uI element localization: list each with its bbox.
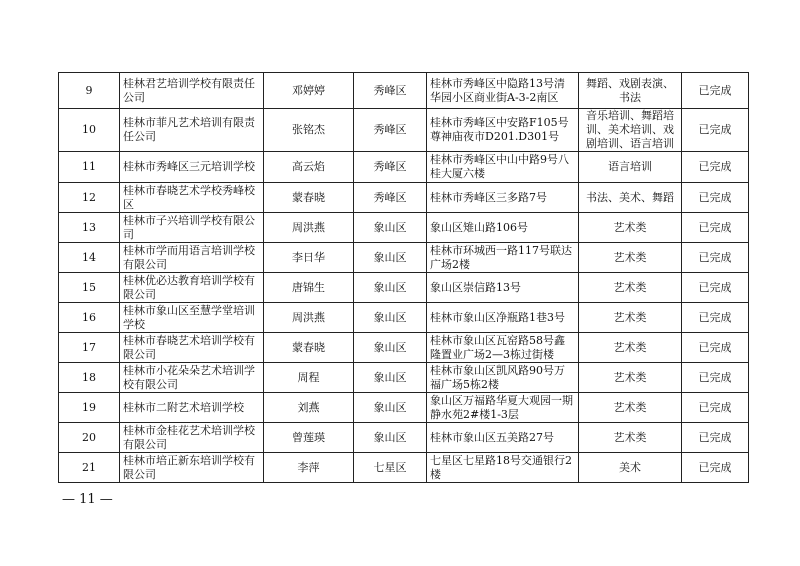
contact-person-cell: 唐锦生 bbox=[264, 273, 354, 303]
school-name-cell: 桂林市菲凡艺术培训有限责任公司 bbox=[120, 109, 264, 152]
address-cell: 象山区万福路华夏大观园一期静水苑2#楼1-3层 bbox=[427, 393, 579, 423]
status-cell: 已完成 bbox=[682, 393, 749, 423]
status-cell: 已完成 bbox=[682, 73, 749, 109]
address-cell: 桂林市象山区瓦窑路58号鑫隆置业广场2—3栋过街楼 bbox=[427, 333, 579, 363]
status-cell: 已完成 bbox=[682, 333, 749, 363]
row-number-cell: 11 bbox=[59, 152, 120, 183]
district-cell: 秀峰区 bbox=[354, 109, 427, 152]
school-name-cell: 桂林优必达教育培训学校有限公司 bbox=[120, 273, 264, 303]
table-row bbox=[59, 303, 749, 333]
status-cell: 已完成 bbox=[682, 363, 749, 393]
table-row bbox=[59, 213, 749, 243]
contact-person-cell: 高云焰 bbox=[264, 152, 354, 183]
address-cell: 桂林市秀峰区中安路F105号尊神庙夜市D201.D301号 bbox=[427, 109, 579, 152]
school-name-cell: 桂林市春晓艺术学校秀峰校区 bbox=[120, 183, 264, 213]
training-scope-cell: 艺术类 bbox=[579, 363, 682, 393]
table-row bbox=[59, 109, 749, 152]
contact-person-cell: 周洪燕 bbox=[264, 303, 354, 333]
table-row bbox=[59, 273, 749, 303]
school-name-cell: 桂林市培正新东培训学校有限公司 bbox=[120, 453, 264, 483]
contact-person-cell: 曾莲瑛 bbox=[264, 423, 354, 453]
row-number-cell: 21 bbox=[59, 453, 120, 483]
school-name-cell: 桂林市子兴培训学校有限公司 bbox=[120, 213, 264, 243]
training-scope-cell: 美术 bbox=[579, 453, 682, 483]
district-cell: 象山区 bbox=[354, 333, 427, 363]
school-name-cell: 桂林市春晓艺术培训学校有限公司 bbox=[120, 333, 264, 363]
district-cell: 秀峰区 bbox=[354, 183, 427, 213]
address-cell: 桂林市象山区五美路27号 bbox=[427, 423, 579, 453]
row-number-cell: 9 bbox=[59, 73, 120, 109]
row-number-cell: 15 bbox=[59, 273, 120, 303]
district-cell: 象山区 bbox=[354, 213, 427, 243]
school-name-cell: 桂林市二附艺术培训学校 bbox=[120, 393, 264, 423]
table-row bbox=[59, 363, 749, 393]
training-scope-cell: 书法、美术、舞蹈 bbox=[579, 183, 682, 213]
school-name-cell: 桂林市金桂花艺术培训学校有限公司 bbox=[120, 423, 264, 453]
training-scope-cell: 艺术类 bbox=[579, 273, 682, 303]
row-number-cell: 12 bbox=[59, 183, 120, 213]
table-row bbox=[59, 333, 749, 363]
row-number-cell: 20 bbox=[59, 423, 120, 453]
contact-person-cell: 周程 bbox=[264, 363, 354, 393]
page-number: — 11 — bbox=[62, 492, 113, 507]
address-cell: 象山区雉山路106号 bbox=[427, 213, 579, 243]
training-scope-cell: 艺术类 bbox=[579, 213, 682, 243]
district-cell: 象山区 bbox=[354, 423, 427, 453]
district-cell: 象山区 bbox=[354, 243, 427, 273]
table-row bbox=[59, 453, 749, 483]
status-cell: 已完成 bbox=[682, 213, 749, 243]
status-cell: 已完成 bbox=[682, 183, 749, 213]
training-scope-cell: 语言培训 bbox=[579, 152, 682, 183]
contact-person-cell: 周洪燕 bbox=[264, 213, 354, 243]
contact-person-cell: 蒙春晓 bbox=[264, 333, 354, 363]
table-row bbox=[59, 243, 749, 273]
row-number-cell: 17 bbox=[59, 333, 120, 363]
status-cell: 已完成 bbox=[682, 423, 749, 453]
address-cell: 桂林市秀峰区中山中路9号八桂大厦六楼 bbox=[427, 152, 579, 183]
contact-person-cell: 蒙春晓 bbox=[264, 183, 354, 213]
table-row bbox=[59, 393, 749, 423]
table-row bbox=[59, 423, 749, 453]
row-number-cell: 16 bbox=[59, 303, 120, 333]
row-number-cell: 18 bbox=[59, 363, 120, 393]
school-name-cell: 桂林市学而用语言培训学校有限公司 bbox=[120, 243, 264, 273]
training-scope-cell: 舞蹈、戏剧表演、书法 bbox=[579, 73, 682, 109]
address-cell: 象山区崇信路13号 bbox=[427, 273, 579, 303]
row-number-cell: 14 bbox=[59, 243, 120, 273]
district-cell: 象山区 bbox=[354, 303, 427, 333]
school-name-cell: 桂林市秀峰区三元培训学校 bbox=[120, 152, 264, 183]
district-cell: 秀峰区 bbox=[354, 73, 427, 109]
status-cell: 已完成 bbox=[682, 243, 749, 273]
table-row bbox=[59, 152, 749, 183]
school-registry-table bbox=[58, 72, 749, 483]
school-name-cell: 桂林市小花朵朵艺术培训学校有限公司 bbox=[120, 363, 264, 393]
address-cell: 桂林市环城西一路117号联达广场2楼 bbox=[427, 243, 579, 273]
address-cell: 桂林市象山区凯风路90号万福广场5栋2楼 bbox=[427, 363, 579, 393]
address-cell: 桂林市秀峰区三多路7号 bbox=[427, 183, 579, 213]
training-scope-cell: 艺术类 bbox=[579, 393, 682, 423]
status-cell: 已完成 bbox=[682, 273, 749, 303]
status-cell: 已完成 bbox=[682, 152, 749, 183]
district-cell: 象山区 bbox=[354, 393, 427, 423]
contact-person-cell: 邓婷婷 bbox=[264, 73, 354, 109]
row-number-cell: 19 bbox=[59, 393, 120, 423]
training-scope-cell: 音乐培训、舞蹈培训、美术培训、戏剧培训、语言培训 bbox=[579, 109, 682, 152]
training-scope-cell: 艺术类 bbox=[579, 333, 682, 363]
contact-person-cell: 刘燕 bbox=[264, 393, 354, 423]
address-cell: 桂林市秀峰区中隐路13号清华园小区商业街A-3-2南区 bbox=[427, 73, 579, 109]
status-cell: 已完成 bbox=[682, 303, 749, 333]
training-scope-cell: 艺术类 bbox=[579, 243, 682, 273]
table-row bbox=[59, 183, 749, 213]
status-cell: 已完成 bbox=[682, 453, 749, 483]
district-cell: 秀峰区 bbox=[354, 152, 427, 183]
school-name-cell: 桂林君艺培训学校有限责任公司 bbox=[120, 73, 264, 109]
district-cell: 象山区 bbox=[354, 363, 427, 393]
training-scope-cell: 艺术类 bbox=[579, 303, 682, 333]
address-cell: 桂林市象山区净瓶路1巷3号 bbox=[427, 303, 579, 333]
district-cell: 七星区 bbox=[354, 453, 427, 483]
district-cell: 象山区 bbox=[354, 273, 427, 303]
status-cell: 已完成 bbox=[682, 109, 749, 152]
table-body bbox=[59, 73, 749, 483]
contact-person-cell: 李日华 bbox=[264, 243, 354, 273]
table-row bbox=[59, 73, 749, 109]
contact-person-cell: 张铭杰 bbox=[264, 109, 354, 152]
row-number-cell: 10 bbox=[59, 109, 120, 152]
row-number-cell: 13 bbox=[59, 213, 120, 243]
training-scope-cell: 艺术类 bbox=[579, 423, 682, 453]
school-name-cell: 桂林市象山区至慧学堂培训学校 bbox=[120, 303, 264, 333]
contact-person-cell: 李萍 bbox=[264, 453, 354, 483]
address-cell: 七星区七星路18号交通银行2楼 bbox=[427, 453, 579, 483]
